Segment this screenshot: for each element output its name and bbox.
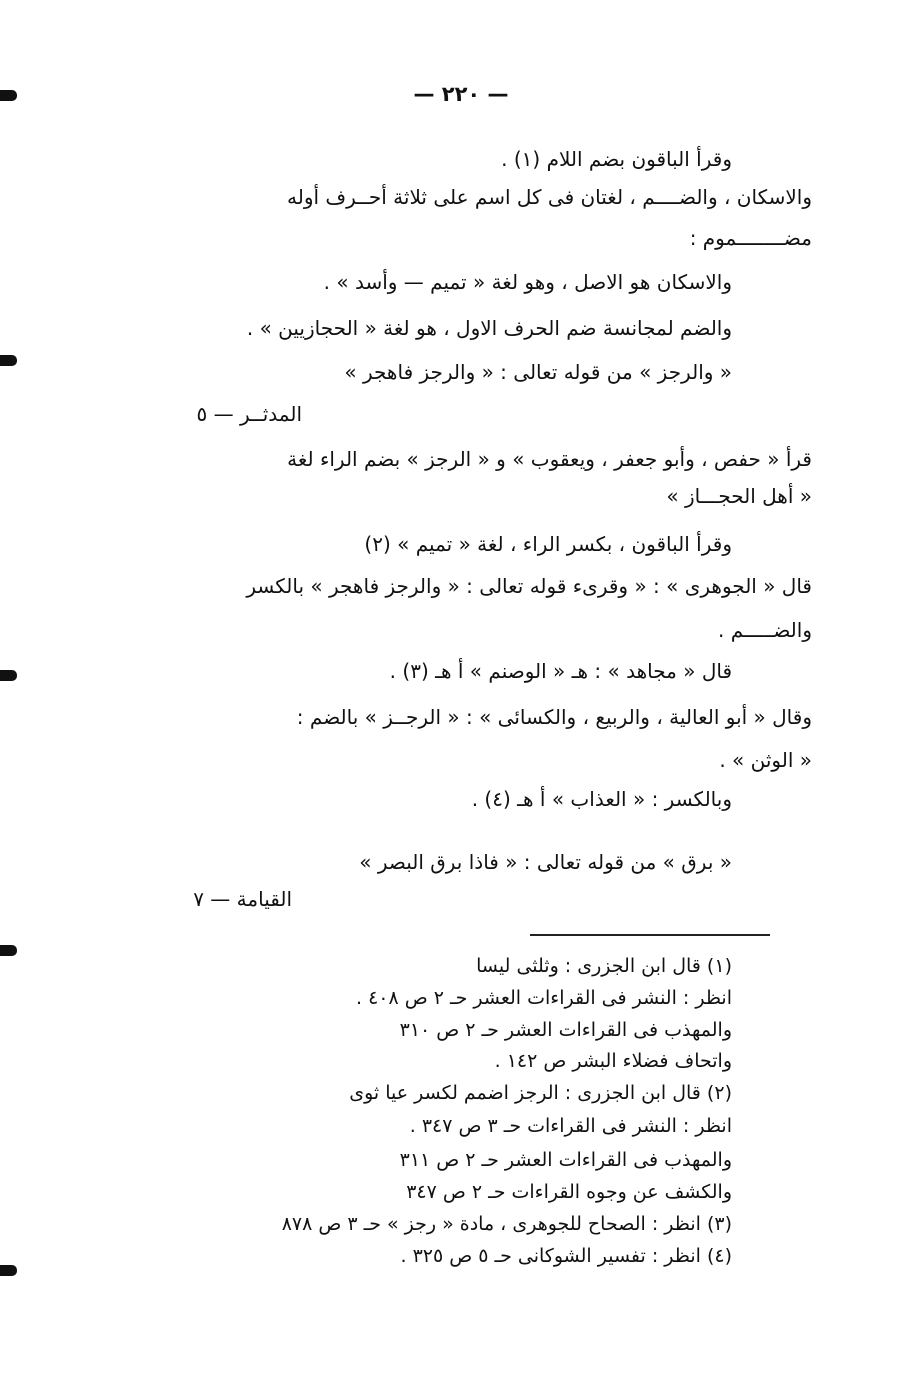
binding-mark xyxy=(0,945,17,956)
body-line: وقرأ الباقون بضم اللام (١) . xyxy=(501,147,732,171)
footnote-line: انظر : النشر فى القراءات حـ ٣ ص ٣٤٧ . xyxy=(409,1115,732,1137)
body-line: والضم لمجانسة ضم الحرف الاول ، هو لغة « الحجازيين » . xyxy=(246,316,732,340)
section-reference: القيامة — ٧ xyxy=(193,887,292,911)
binding-mark xyxy=(0,355,17,366)
body-line: وبالكسر : « العذاب » أ هـ (٤) . xyxy=(471,787,732,811)
footnote-line: والكشف عن وجوه القراءات حـ ٢ ص ٣٤٧ xyxy=(406,1181,732,1203)
footnote-line: (٢) قال ابن الجزرى : الرجز اضمم لكسر عيا ثوى xyxy=(349,1082,732,1104)
footnote-line: (٤) انظر : تفسير الشوكانى حـ ٥ ص ٣٢٥ . xyxy=(400,1245,732,1267)
body-line: قال « مجاهد » : هـ « الوصنم » أ هـ (٣) . xyxy=(389,659,732,683)
footnote-divider xyxy=(530,934,770,936)
body-line: مضــــــــموم : xyxy=(689,226,812,250)
body-line: « الوثن » . xyxy=(719,748,812,772)
footnote-line: والمهذب فى القراءات العشر حـ ٢ ص ٣١١ xyxy=(399,1149,732,1171)
footnote-line: (٣) انظر : الصحاح للجوهرى ، مادة « رجز » حـ ٣ ص ٨٧٨ xyxy=(281,1213,732,1235)
body-line: « أهل الحجـــاز » xyxy=(666,484,812,508)
binding-mark xyxy=(0,670,17,681)
section-reference: المدثــر — ٥ xyxy=(196,402,302,426)
body-line: « برق » من قوله تعالى : « فاذا برق البصر » xyxy=(359,850,732,874)
body-line: والضـــــم . xyxy=(718,618,812,642)
page-number: — ٢٢٠ — xyxy=(413,82,509,106)
footnote-line: واتحاف فضلاء البشر ص ١٤٢ . xyxy=(494,1050,732,1072)
body-line: « والرجز » من قوله تعالى : « والرجز فاهجر » xyxy=(344,360,732,384)
body-line: قال « الجوهرى » : « وقرىء قوله تعالى : « والرجز فاهجر » بالكسر xyxy=(246,574,812,598)
body-line: وقال « أبو العالية ، والربيع ، والكسائى » : « الرجــز » بالضم : xyxy=(296,705,812,729)
body-line: قرأ « حفص ، وأبو جعفر ، ويعقوب » و « الرجز » بضم الراء لغة xyxy=(287,447,812,471)
body-line: وقرأ الباقون ، بكسر الراء ، لغة « تميم » (٢) xyxy=(364,532,732,556)
binding-mark xyxy=(0,90,17,101)
footnote-line: انظر : النشر فى القراءات العشر حـ ٢ ص ٤٠٨ . xyxy=(356,987,732,1009)
footnote-line: والمهذب فى القراءات العشر حـ ٢ ص ٣١٠ xyxy=(399,1019,732,1041)
body-line: والاسكان ، والضــــم ، لغتان فى كل اسم على ثلاثة أحــرف أوله xyxy=(287,185,812,209)
body-line: والاسكان هو الاصل ، وهو لغة « تميم — وأسد » . xyxy=(323,270,732,294)
binding-mark xyxy=(0,1265,17,1276)
footnote-line: (١) قال ابن الجزرى : وثلثى ليسا xyxy=(476,955,732,977)
